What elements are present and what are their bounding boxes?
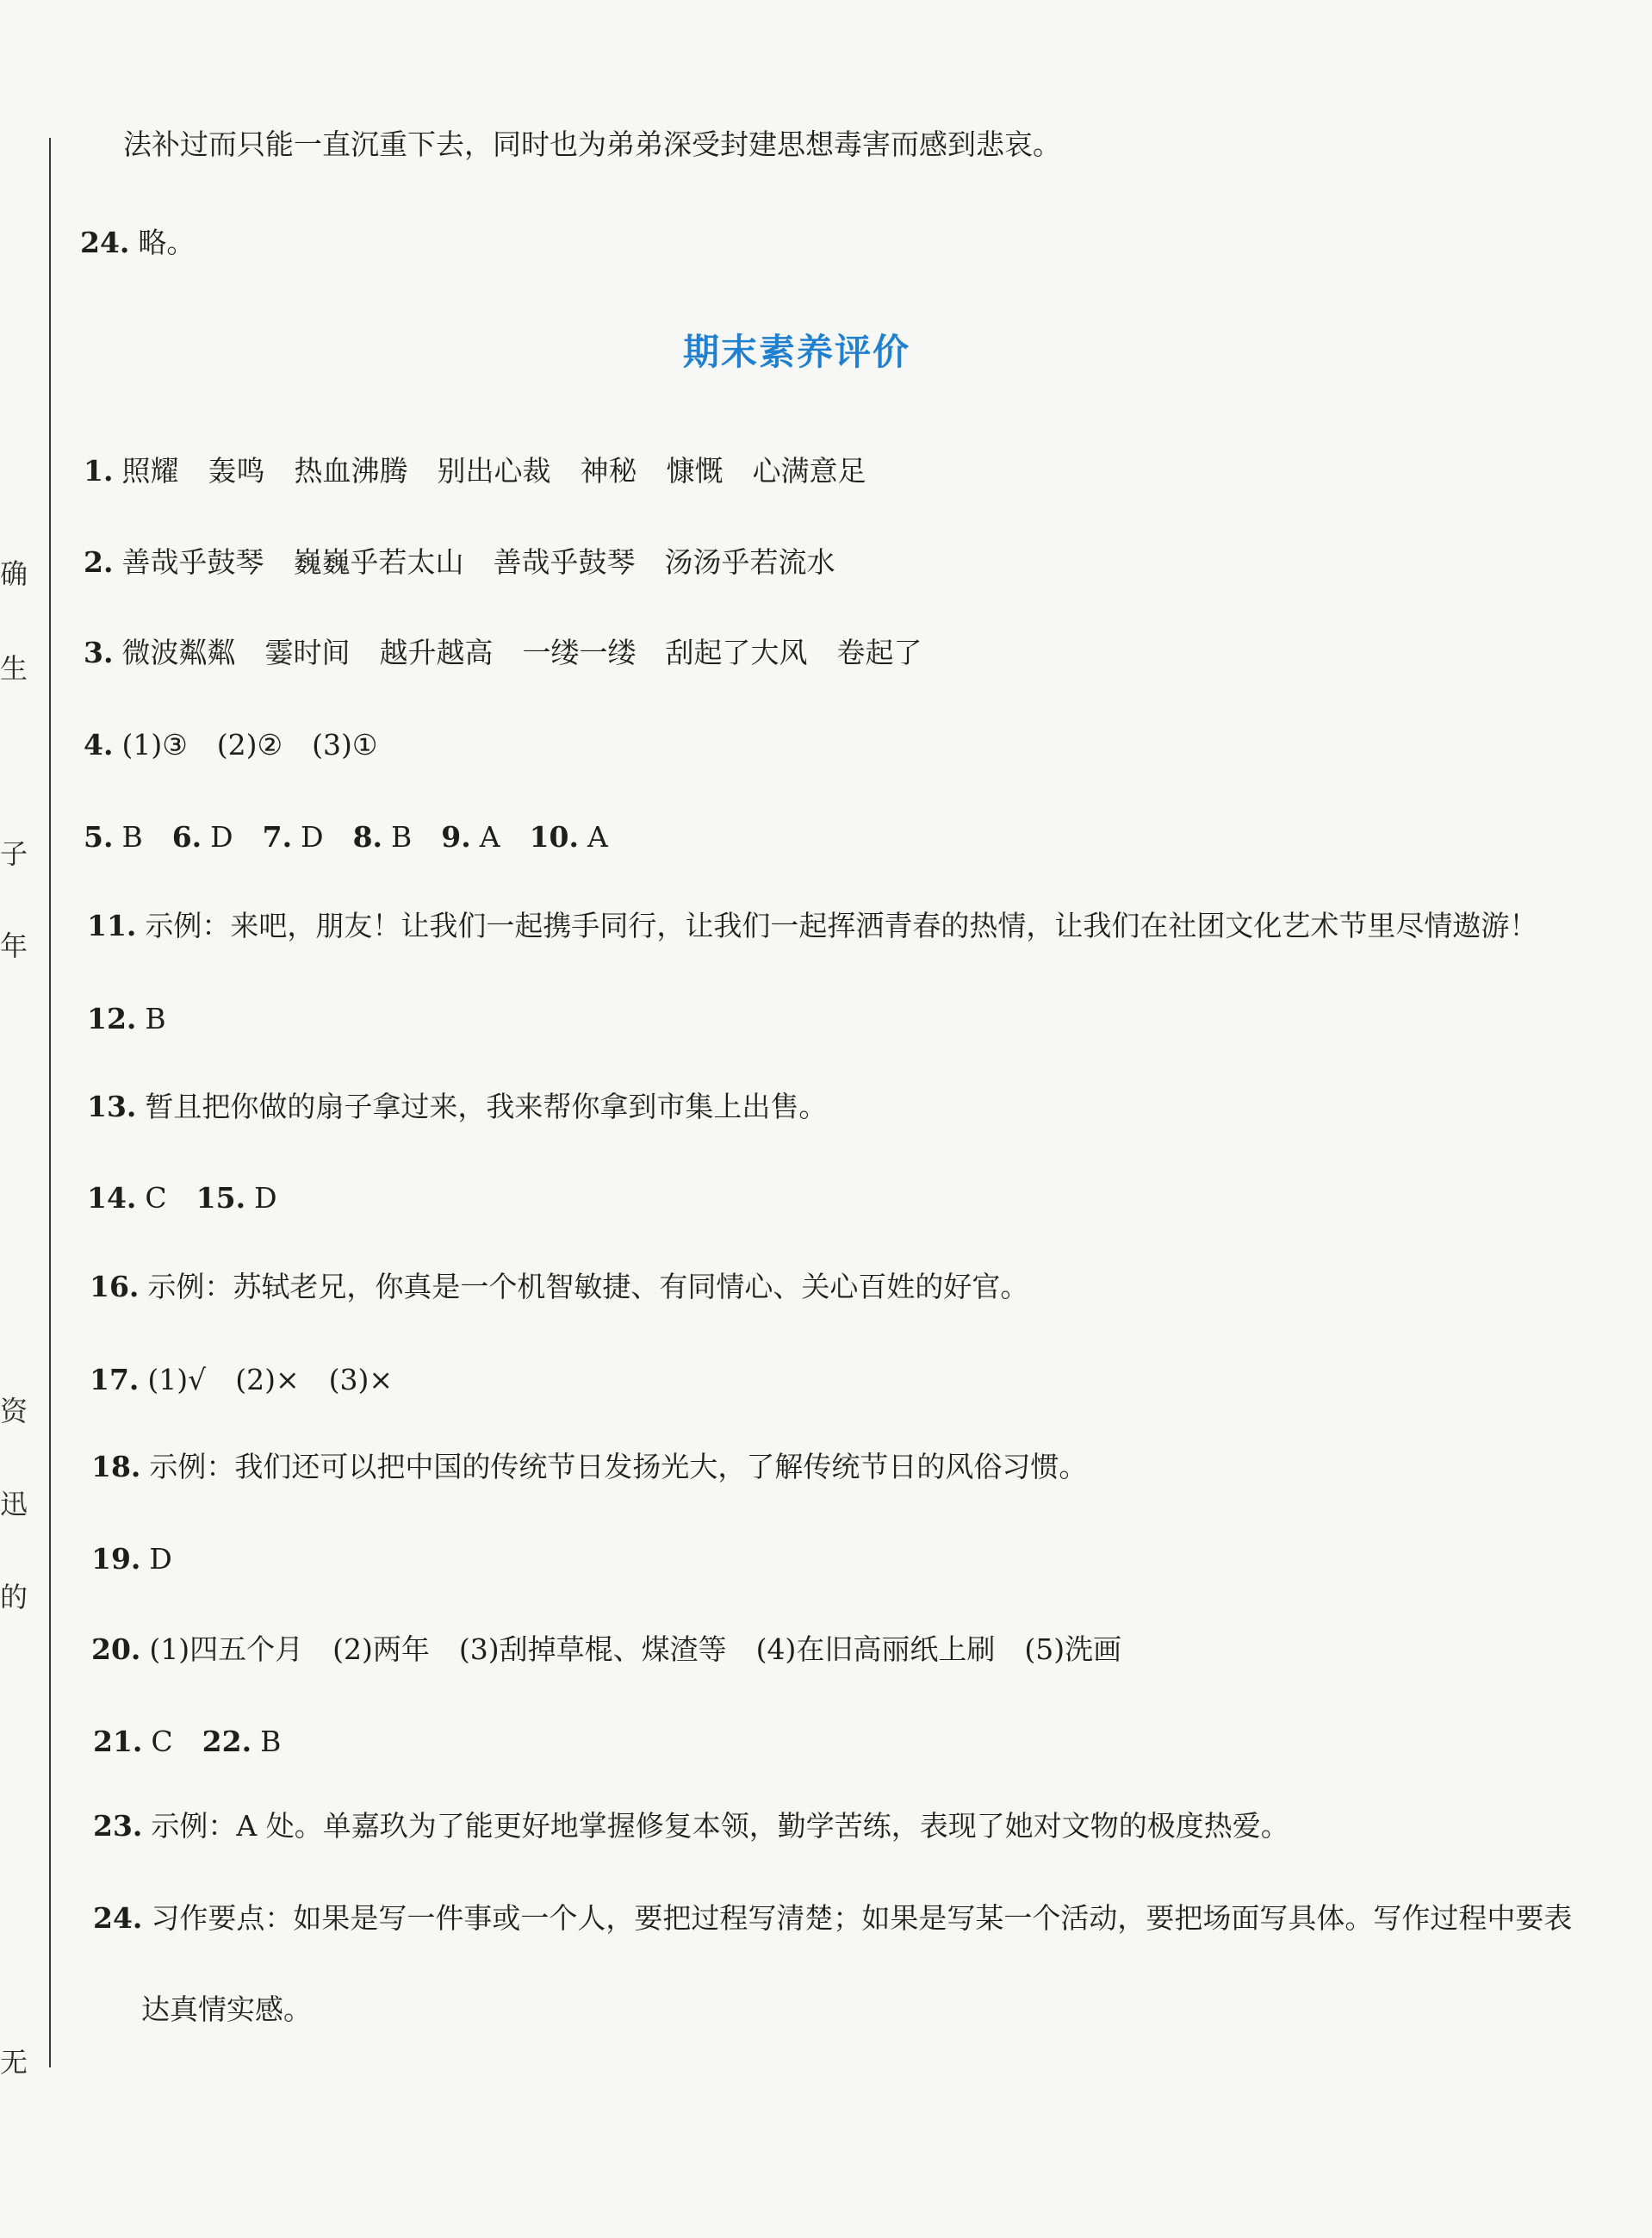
answer-item: 轰鸣: [208, 454, 265, 488]
answer-text: 习作要点：如果是写一件事或一个人，要把过程写清楚；如果是写某一个活动，要把场面写具体。写作过程中要表: [151, 1901, 1573, 1935]
answer-item: 微波粼粼: [121, 636, 236, 669]
question-number: 23.: [93, 1809, 143, 1843]
edge-char: 的: [0, 1581, 28, 1613]
answer-item: 别出心裁: [437, 454, 551, 488]
answer-item: (2)②: [216, 728, 283, 762]
answer-choice: A: [587, 820, 608, 854]
question-number: 17.: [90, 1363, 140, 1396]
answer-4: [84, 728, 377, 762]
answer-text: D: [149, 1542, 172, 1576]
prev-answer-24: [80, 226, 195, 260]
answer-choice: B: [260, 1725, 282, 1758]
answer-item: (5)洗画: [1024, 1632, 1122, 1666]
question-number: 16.: [90, 1270, 140, 1303]
answer-item: (2)两年: [332, 1632, 430, 1666]
answer-item: (1)四五个月: [149, 1632, 304, 1666]
answer-text: 示例：来吧，朋友！让我们一起携手同行，让我们一起挥洒青春的热情，让我们在社团文化艺术节里尽情遨游！: [145, 909, 1538, 942]
answer-text: 示例：苏轼老兄，你真是一个机智敏捷、有同情心、关心百姓的好官。: [147, 1270, 1029, 1303]
edge-char: 年: [0, 929, 28, 962]
answer-item: 神秘: [580, 454, 637, 488]
answer-18: [91, 1450, 1087, 1484]
answer-text: 示例：A 处。单嘉玖为了能更好地掌握修复本领，勤学苦练，表现了她对文物的极度热爱。: [151, 1809, 1289, 1843]
question-number: 19.: [91, 1542, 141, 1576]
answer-item: 热血沸腾: [294, 454, 408, 488]
answer-13: [87, 1090, 827, 1124]
answer-item: 照耀: [121, 454, 179, 488]
answer-text: 略。: [138, 226, 196, 259]
answer-choice: A: [479, 820, 500, 854]
answer-item: 一缕一缕: [522, 636, 637, 669]
answer-item: 善哉乎鼓琴: [121, 545, 264, 579]
edge-char: 子: [0, 837, 28, 870]
edge-char: 无: [0, 2046, 28, 2079]
answer-24: [93, 1901, 1572, 1936]
answer-choice: D: [210, 820, 233, 854]
margin-rule: [49, 138, 51, 2067]
answer-item: 汤汤乎若流水: [664, 545, 835, 579]
question-number: 2.: [84, 545, 114, 579]
answer-24-continuation: 达真情实感。: [141, 1992, 312, 2026]
answer-text: 示例：我们还可以把中国的传统节日发扬光大，了解传统节日的风俗习惯。: [149, 1450, 1088, 1483]
edge-char: 迅: [0, 1488, 28, 1520]
question-number: 15.: [196, 1181, 246, 1215]
question-number: 10.: [529, 820, 579, 854]
answer-11: [87, 909, 1537, 943]
question-number: 6.: [171, 820, 202, 854]
answer-choice: B: [121, 820, 143, 854]
answer-item: 善哉乎鼓琴: [493, 545, 636, 579]
answer-17: [90, 1363, 393, 1397]
answer-item: (1)√: [147, 1363, 207, 1396]
answer-16: [90, 1270, 1028, 1304]
answer-item: (3)①: [312, 728, 378, 762]
answer-12: [87, 1002, 166, 1036]
answer-19: [91, 1542, 172, 1576]
question-number: 11.: [87, 909, 137, 942]
answer-20: [91, 1632, 1121, 1667]
answer-item: (1)③: [121, 728, 188, 762]
answer-item: (3)刮掉草棍、煤渣等: [458, 1632, 727, 1666]
question-number: 8.: [352, 820, 383, 854]
answer-choice: D: [301, 820, 324, 854]
answer-choice: B: [391, 820, 413, 854]
question-number: 22.: [202, 1725, 252, 1758]
answer-3: [84, 636, 922, 670]
answer-2: [84, 545, 835, 580]
answer-item: 心满意足: [752, 454, 866, 488]
question-number: 3.: [84, 636, 114, 669]
question-number: 1.: [84, 454, 114, 488]
question-number: 13.: [87, 1090, 137, 1123]
section-title: 期末素养评价: [682, 331, 910, 373]
answer-item: 巍巍乎若太山: [293, 545, 464, 579]
edge-char: 确: [0, 557, 28, 590]
answer-item: 刮起了大风: [665, 636, 808, 669]
question-number: 7.: [262, 820, 293, 854]
question-number: 12.: [87, 1002, 137, 1035]
answer-choice: C: [145, 1181, 167, 1215]
question-number: 4.: [84, 728, 114, 762]
answer-text: B: [145, 1002, 166, 1035]
question-number: 20.: [91, 1632, 141, 1666]
question-number: 18.: [91, 1450, 141, 1483]
question-number: 9.: [441, 820, 471, 854]
answer-5-10: [84, 820, 608, 855]
answer-14-15: [87, 1181, 277, 1215]
answer-item: 卷起了: [836, 636, 922, 669]
answer-23: [93, 1809, 1289, 1843]
answer-item: 慷慨: [666, 454, 724, 488]
question-number: 24.: [80, 226, 130, 259]
edge-char: 生: [0, 652, 28, 685]
answer-item: (2)×: [235, 1363, 300, 1396]
answer-choice: D: [254, 1181, 277, 1215]
answer-item: (3)×: [328, 1363, 394, 1396]
question-number: 21.: [93, 1725, 143, 1758]
answer-1: [84, 454, 866, 488]
answer-item: 越升越高: [379, 636, 494, 669]
answer-item: (4)在旧高丽纸上刷: [755, 1632, 996, 1666]
answer-choice: C: [151, 1725, 173, 1758]
answer-text: 暂且把你做的扇子拿过来，我来帮你拿到市集上出售。: [145, 1090, 828, 1123]
continuation-text: 法补过而只能一直沉重下去，同时也为弟弟深受封建思想毒害而感到悲哀。: [123, 127, 1061, 161]
question-number: 14.: [87, 1181, 137, 1215]
edge-char: 资: [0, 1395, 28, 1427]
question-number: 5.: [84, 820, 114, 854]
answer-21-22: [93, 1725, 281, 1759]
answer-item: 霎时间: [264, 636, 351, 669]
question-number: 24.: [93, 1901, 143, 1935]
